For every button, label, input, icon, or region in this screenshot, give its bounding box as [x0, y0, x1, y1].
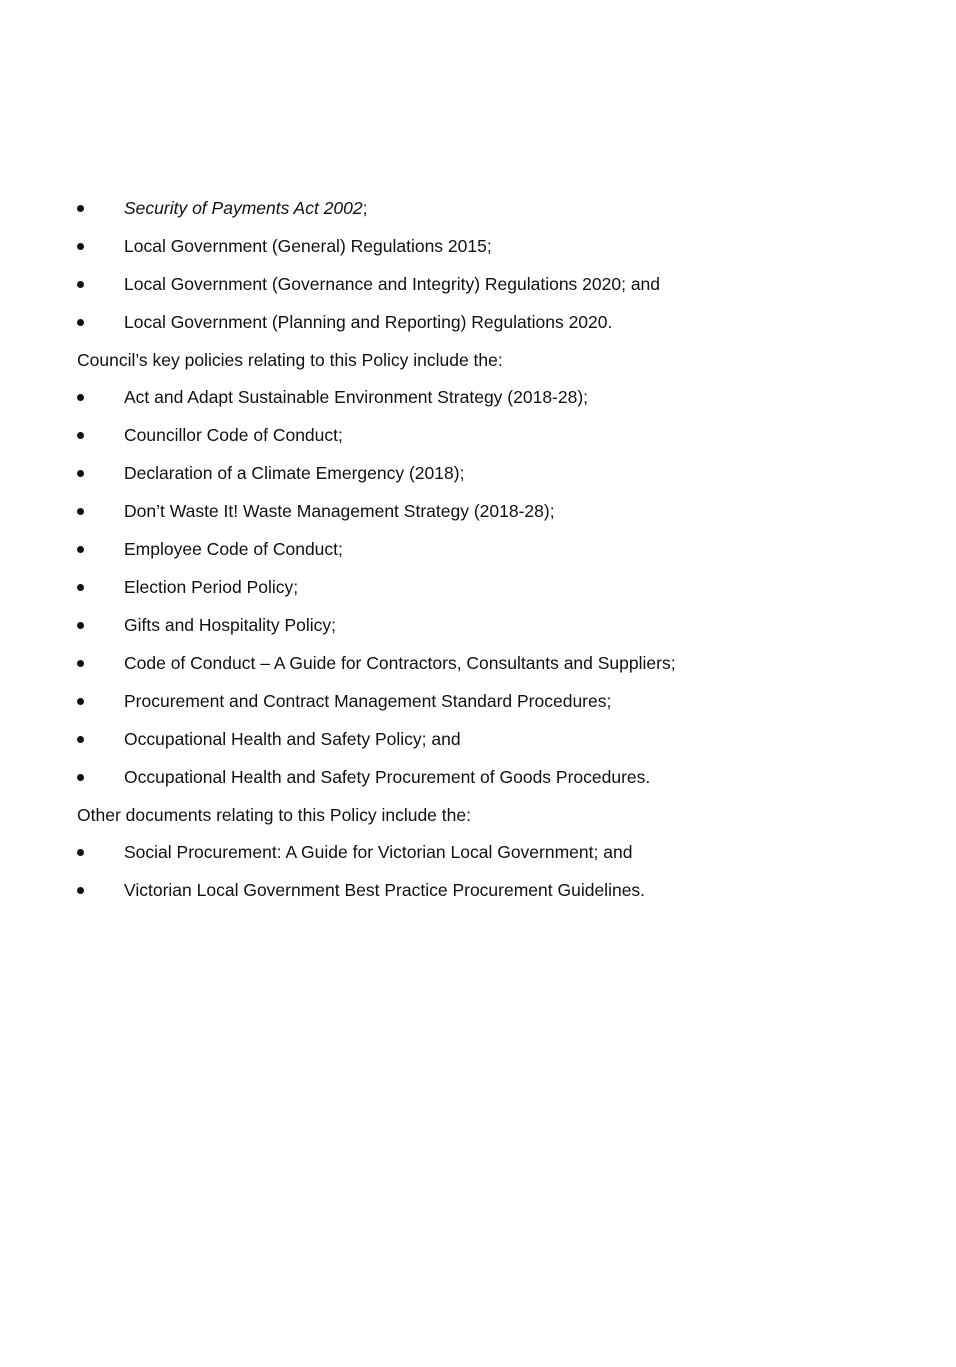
list-item-text: Gifts and Hospitality Policy;: [124, 615, 337, 635]
list-item: [77, 265, 897, 303]
list-item-text: Code of Conduct – A Guide for Contractors, Consultants and Suppliers;: [124, 653, 676, 673]
list-item: [77, 606, 897, 644]
list-item: [77, 227, 897, 265]
bullet-icon: [77, 432, 84, 439]
list-item: [77, 189, 897, 227]
list-item: [77, 568, 897, 606]
list-item: [77, 720, 897, 758]
list-item: [77, 454, 897, 492]
list-item: [77, 871, 897, 909]
list-item-text: Don’t Waste It! Waste Management Strategy (2018-28);: [124, 501, 555, 521]
bullet-icon: [77, 546, 84, 553]
list-item-text: Local Government (General) Regulations 2015;: [124, 236, 492, 256]
bullet-icon: [77, 394, 84, 401]
list-item-text: Employee Code of Conduct;: [124, 539, 343, 559]
key-policies-list: [77, 378, 897, 796]
list-item-text: Councillor Code of Conduct;: [124, 425, 343, 445]
list-item-text: Social Procurement: A Guide for Victorian Local Government; and: [124, 842, 633, 862]
document-content: [77, 189, 897, 909]
list-item-text: Declaration of a Climate Emergency (2018);: [124, 463, 465, 483]
key-policies-intro: Council’s key policies relating to this Policy include the:: [77, 350, 503, 370]
bullet-icon: [77, 319, 84, 326]
list-item-text: Victorian Local Government Best Practice Procurement Guidelines.: [124, 880, 646, 900]
list-item-text: Occupational Health and Safety Procurement of Goods Procedures.: [124, 767, 651, 787]
list-item: [77, 758, 897, 796]
list-item: [77, 378, 897, 416]
list-item-text: Act and Adapt Sustainable Environment Strategy (2018-28);: [124, 387, 589, 407]
other-documents-intro: Other documents relating to this Policy include the:: [77, 805, 471, 825]
list-item: [77, 492, 897, 530]
list-item-text: Election Period Policy;: [124, 577, 299, 597]
bullet-icon: [77, 470, 84, 477]
list-item: [77, 833, 897, 871]
bullet-icon: [77, 698, 84, 705]
list-item: [77, 682, 897, 720]
list-item-text: Occupational Health and Safety Policy; and: [124, 729, 461, 749]
list-item: [77, 530, 897, 568]
list-item-text: Local Government (Governance and Integrity) Regulations 2020; and: [124, 274, 661, 294]
list-item-text: Procurement and Contract Management Standard Procedures;: [124, 691, 612, 711]
bullet-icon: [77, 622, 84, 629]
legislation-list: [77, 189, 897, 341]
list-item-text: ;: [362, 198, 368, 218]
list-item: [77, 644, 897, 682]
bullet-icon: [77, 205, 84, 212]
list-item: [77, 416, 897, 454]
act-title: Security of Payments Act 2002: [124, 198, 363, 218]
bullet-icon: [77, 660, 84, 667]
bullet-icon: [77, 736, 84, 743]
bullet-icon: [77, 243, 84, 250]
bullet-icon: [77, 774, 84, 781]
list-item-text: Local Government (Planning and Reporting) Regulations 2020.: [124, 312, 613, 332]
bullet-icon: [77, 849, 84, 856]
list-item: [77, 303, 897, 341]
bullet-icon: [77, 887, 84, 894]
bullet-icon: [77, 281, 84, 288]
bullet-icon: [77, 508, 84, 515]
bullet-icon: [77, 584, 84, 591]
other-documents-list: [77, 833, 897, 909]
